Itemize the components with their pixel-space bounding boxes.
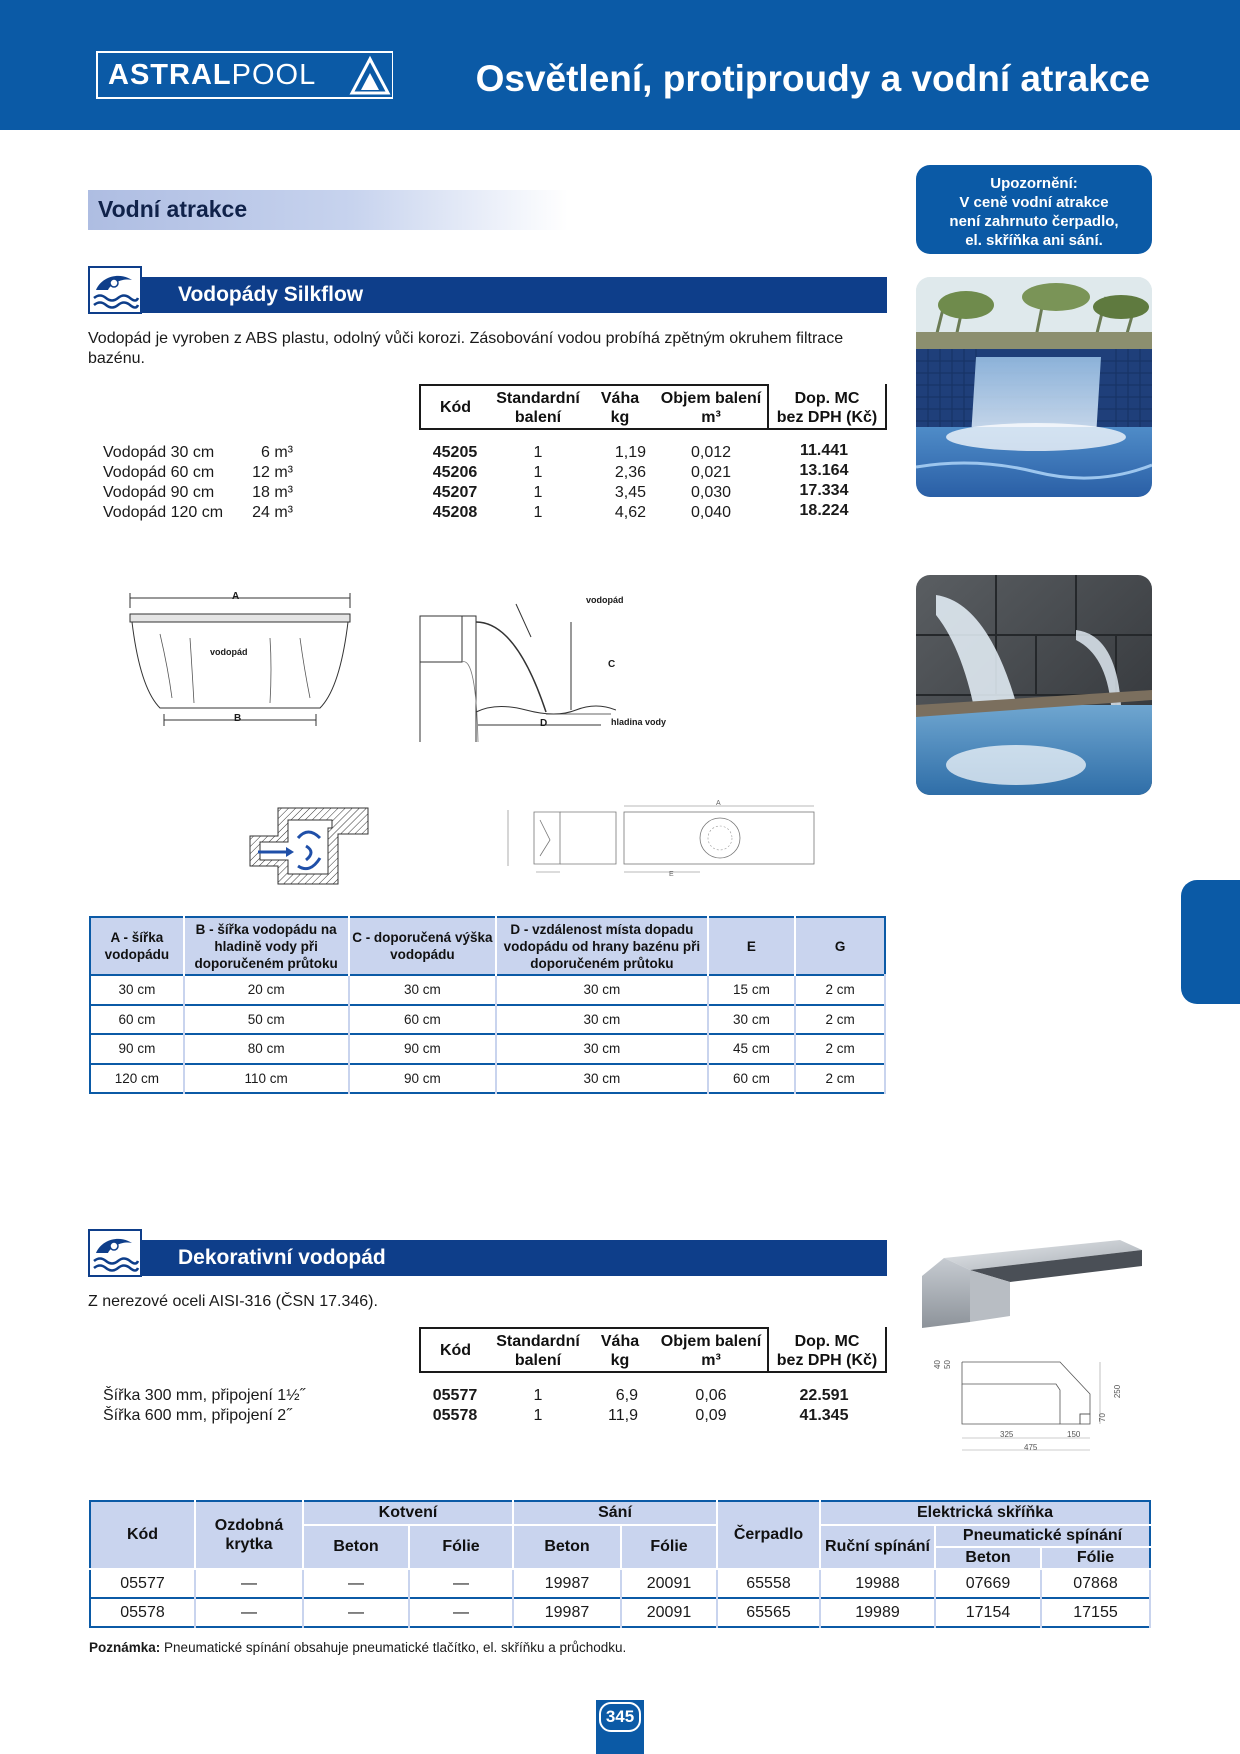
table-cell: 120 cm — [90, 1064, 184, 1094]
acc-header: Kód — [90, 1501, 195, 1569]
table-cell: 20091 — [621, 1598, 717, 1627]
table-cell: 15 cm — [708, 975, 796, 1005]
row-volume: 0,040 — [690, 504, 732, 521]
col-std-1: Standardní — [496, 1333, 580, 1350]
row-std: 1 — [533, 464, 543, 481]
row-price: 17.334 — [799, 482, 849, 499]
silkflow-description — [88, 329, 888, 369]
table-cell: 30 cm — [496, 1064, 707, 1094]
notice-line: el. skříňka ani sání. — [965, 232, 1103, 249]
row-code: 45205 — [432, 444, 478, 461]
table-cell: — — [195, 1569, 303, 1598]
col-objem-2: m³ — [701, 1352, 721, 1369]
silkflow-title-bar — [88, 277, 887, 313]
row-weight: 6,9 — [615, 1387, 638, 1404]
col-vaha-1: Váha — [600, 390, 640, 407]
row-flow: 24 m³ — [252, 504, 293, 521]
col-dop-1: Dop. MC — [794, 390, 860, 407]
acc-header: Čerpadlo — [717, 1501, 820, 1569]
row-flow: 12 m³ — [252, 464, 293, 481]
table-cell: — — [195, 1598, 303, 1627]
notice-line: Upozornění: — [990, 175, 1078, 192]
dim-header: G — [795, 917, 885, 975]
dim-label: 40 — [932, 1360, 942, 1369]
acc-header: Ozdobná krytka — [195, 1501, 303, 1569]
logo-triangle-icon — [348, 53, 392, 97]
col-objem-1: Objem balení — [660, 390, 762, 407]
dimension-table-header — [90, 917, 885, 975]
notice-box — [916, 165, 1152, 254]
acc-header: Elektrická skříňka — [820, 1501, 1150, 1525]
row-name: Šířka 600 mm, připojení 2˝ — [103, 1407, 292, 1424]
table-row — [90, 1064, 885, 1094]
col-vaha-1: Váha — [600, 1333, 640, 1350]
table-cell: 19989 — [820, 1598, 935, 1627]
section-title: Vodní atrakce — [98, 196, 248, 222]
table-cell: 2 cm — [795, 1005, 885, 1035]
row-name: Vodopád 120 cm — [103, 504, 224, 521]
table-cell: 90 cm — [90, 1034, 184, 1064]
table-cell: 65558 — [717, 1569, 820, 1598]
row-price: 18.224 — [799, 502, 849, 519]
col-objem — [654, 389, 768, 427]
dim-label: 325 — [1000, 1430, 1014, 1439]
row-name: Šířka 300 mm, připojení 1½˝ — [103, 1387, 305, 1404]
water-feature-icon — [88, 1229, 142, 1277]
table-cell: — — [303, 1598, 409, 1627]
dim-label: 50 — [942, 1360, 952, 1369]
col-kod: Kód — [439, 1342, 472, 1359]
table-cell: 17154 — [935, 1598, 1041, 1627]
row-volume: 0,021 — [690, 464, 732, 481]
acc-header: Sání — [513, 1501, 717, 1525]
table-cell: 30 cm — [496, 1005, 707, 1035]
table-cell: 90 cm — [349, 1064, 497, 1094]
acc-header: Fólie — [409, 1525, 513, 1569]
row-std: 1 — [533, 1387, 543, 1404]
chapter-side-tab — [1181, 880, 1240, 1004]
row-code: 45208 — [432, 504, 478, 521]
table-cell: — — [409, 1598, 513, 1627]
row-std: 1 — [533, 1407, 543, 1424]
table-cell: 60 cm — [708, 1064, 796, 1094]
acc-header: Fólie — [621, 1525, 717, 1569]
col-kod: Kód — [439, 399, 472, 416]
notice-line: V ceně vodní atrakce — [959, 194, 1109, 211]
row-weight: 11,9 — [608, 1407, 638, 1424]
row-code: 05578 — [432, 1407, 478, 1424]
col-vaha-2: kg — [610, 1352, 630, 1369]
table-cell: 65565 — [717, 1598, 820, 1627]
page-title: Osvětlení, protiproudy a vodní atrakce — [475, 58, 1150, 99]
table-cell: 30 cm — [90, 975, 184, 1005]
diagram-label-d: D — [540, 718, 548, 729]
decorative-title-bar — [88, 1240, 887, 1276]
notice-line: není zahrnuto čerpadlo, — [949, 213, 1119, 230]
dim-header: E — [708, 917, 796, 975]
acc-header: Kotvení — [303, 1501, 513, 1525]
water-feature-icon — [88, 266, 142, 314]
flow-section-diagram — [248, 806, 370, 886]
table-cell: 20091 — [621, 1569, 717, 1598]
table-cell: 50 cm — [184, 1005, 349, 1035]
table-row — [90, 1034, 885, 1064]
row-name: Vodopád 90 cm — [103, 484, 215, 501]
note — [89, 1640, 626, 1655]
dim-header: C - doporučená výška vodopádu — [349, 917, 497, 975]
logo-text-light: POOL — [231, 58, 317, 91]
silkflow-description-line: Vodopád je vyroben z ABS plastu, odolný vůči korozi. Zásobování vodou probíhá zpětným okruhem filtrace — [88, 330, 844, 347]
row-price: 13.164 — [799, 462, 849, 479]
table-cell: 60 cm — [349, 1005, 497, 1035]
silkflow-photo-1 — [916, 277, 1152, 497]
col-vaha — [592, 389, 648, 427]
row-weight: 1,19 — [614, 444, 646, 461]
col-vaha — [592, 1332, 648, 1370]
diagram-label-vodopad-side: vodopád — [586, 595, 624, 605]
col-std — [488, 389, 588, 427]
table-cell: 20 cm — [184, 975, 349, 1005]
row-flow: 18 m³ — [252, 484, 293, 501]
acc-header: Beton — [303, 1525, 409, 1569]
row-weight: 2,36 — [614, 464, 646, 481]
row-flow: 6 m³ — [261, 444, 293, 461]
table-cell: 07868 — [1041, 1569, 1150, 1598]
table-cell: 60 cm — [90, 1005, 184, 1035]
dim-header: A - šířka vodopádu — [90, 917, 184, 975]
diagram-label-b: B — [234, 713, 242, 724]
row-std: 1 — [533, 484, 543, 501]
dim-label: 150 — [1067, 1430, 1081, 1439]
decorative-description: Z nerezové oceli AISI-316 (ČSN 17.346). — [88, 1293, 378, 1310]
drawing-label-a: A — [716, 800, 721, 807]
row-code: 05577 — [432, 1387, 478, 1404]
table-cell: 30 cm — [349, 975, 497, 1005]
silkflow-photo-2 — [916, 575, 1152, 795]
row-std: 1 — [533, 444, 543, 461]
accessories-table — [89, 1500, 1151, 1628]
col-objem-2: m³ — [701, 409, 721, 426]
table-cell: 17155 — [1041, 1598, 1150, 1627]
col-dop-1: Dop. MC — [794, 1333, 860, 1350]
col-dop — [768, 389, 886, 427]
note-text: Pneumatické spínání obsahuje pneumatické tlačítko, el. skříňku a průchodku. — [164, 1640, 627, 1655]
acc-header: Pneumatické spínání — [935, 1525, 1150, 1547]
table-cell: — — [409, 1569, 513, 1598]
row-std: 1 — [533, 504, 543, 521]
col-objem-1: Objem balení — [660, 1333, 762, 1350]
acc-header: Fólie — [1041, 1547, 1150, 1569]
col-vaha-2: kg — [610, 409, 630, 426]
silkflow-title: Vodopády Silkflow — [178, 283, 364, 306]
table-cell: 45 cm — [708, 1034, 796, 1064]
col-dop — [768, 1332, 886, 1370]
row-weight: 3,45 — [614, 484, 646, 501]
table-cell: 19987 — [513, 1569, 621, 1598]
table-cell: — — [303, 1569, 409, 1598]
dim-label: 250 — [1113, 1384, 1123, 1399]
col-std-1: Standardní — [496, 390, 580, 407]
row-name: Vodopád 60 cm — [103, 464, 215, 481]
col-dop-2: bez DPH (Kč) — [776, 409, 878, 426]
table-cell: 30 cm — [496, 1034, 707, 1064]
col-std-2: balení — [514, 409, 562, 426]
table-row — [90, 1569, 1150, 1598]
acc-header: Beton — [935, 1547, 1041, 1569]
dim-label: 70 — [1097, 1413, 1107, 1422]
table-cell: 05577 — [90, 1569, 195, 1598]
dim-label: 475 — [1024, 1443, 1038, 1452]
silkflow-side-diagram — [416, 592, 616, 742]
row-code: 45206 — [432, 464, 478, 481]
row-price: 22.591 — [799, 1387, 849, 1404]
row-name: Vodopád 30 cm — [103, 444, 215, 461]
note-label: Poznámka: — [89, 1640, 161, 1655]
table-cell: 30 cm — [496, 975, 707, 1005]
table-cell: 2 cm — [795, 1034, 885, 1064]
dim-header: B - šířka vodopádu na hladině vody při doporučeném průtoku — [184, 917, 349, 975]
row-weight: 4,62 — [614, 504, 646, 521]
table-row — [90, 1598, 1150, 1627]
diagram-label-vodopad: vodopád — [210, 647, 248, 657]
table-cell: 30 cm — [708, 1005, 796, 1035]
page-number: 345 — [599, 1702, 641, 1732]
drawing-label-e: E — [669, 871, 674, 878]
silkflow-description-line: bazénu. — [88, 350, 145, 367]
row-price: 41.345 — [799, 1407, 849, 1424]
table-cell: 110 cm — [184, 1064, 349, 1094]
silkflow-tech-drawing — [500, 800, 818, 884]
row-volume: 0,012 — [690, 444, 732, 461]
table-cell: 05578 — [90, 1598, 195, 1627]
table-row — [90, 975, 885, 1005]
diagram-label-hladina: hladina vody — [611, 717, 667, 727]
col-std — [488, 1332, 588, 1370]
decorative-title: Dekorativní vodopád — [178, 1246, 386, 1269]
row-price: 11.441 — [799, 442, 849, 459]
table-cell: 90 cm — [349, 1034, 497, 1064]
table-cell: 2 cm — [795, 975, 885, 1005]
acc-header-row-1 — [90, 1501, 1150, 1525]
acc-header: Beton — [513, 1525, 621, 1569]
acc-header: Ruční spínání — [820, 1525, 935, 1569]
row-volume: 0,030 — [690, 484, 732, 501]
row-code: 45207 — [432, 484, 478, 501]
table-cell: 19987 — [513, 1598, 621, 1627]
logo-text-bold: ASTRAL — [108, 58, 232, 91]
decorative-waterfall-render — [920, 1236, 1142, 1336]
diagram-label-c: C — [608, 659, 616, 670]
row-volume: 0,09 — [695, 1407, 727, 1424]
table-cell: 2 cm — [795, 1064, 885, 1094]
col-objem — [654, 1332, 768, 1370]
diagram-label-a: A — [232, 591, 240, 602]
table-cell: 19988 — [820, 1569, 935, 1598]
col-dop-2: bez DPH (Kč) — [776, 1352, 878, 1369]
dim-header: D - vzdálenost místa dopadu vodopádu od hrany bazénu při doporučeném průtoku — [496, 917, 707, 975]
dimension-table — [89, 916, 886, 1094]
col-std-2: balení — [514, 1352, 562, 1369]
row-volume: 0,06 — [695, 1387, 727, 1404]
table-row — [90, 1005, 885, 1035]
table-cell: 80 cm — [184, 1034, 349, 1064]
table-cell: 07669 — [935, 1569, 1041, 1598]
